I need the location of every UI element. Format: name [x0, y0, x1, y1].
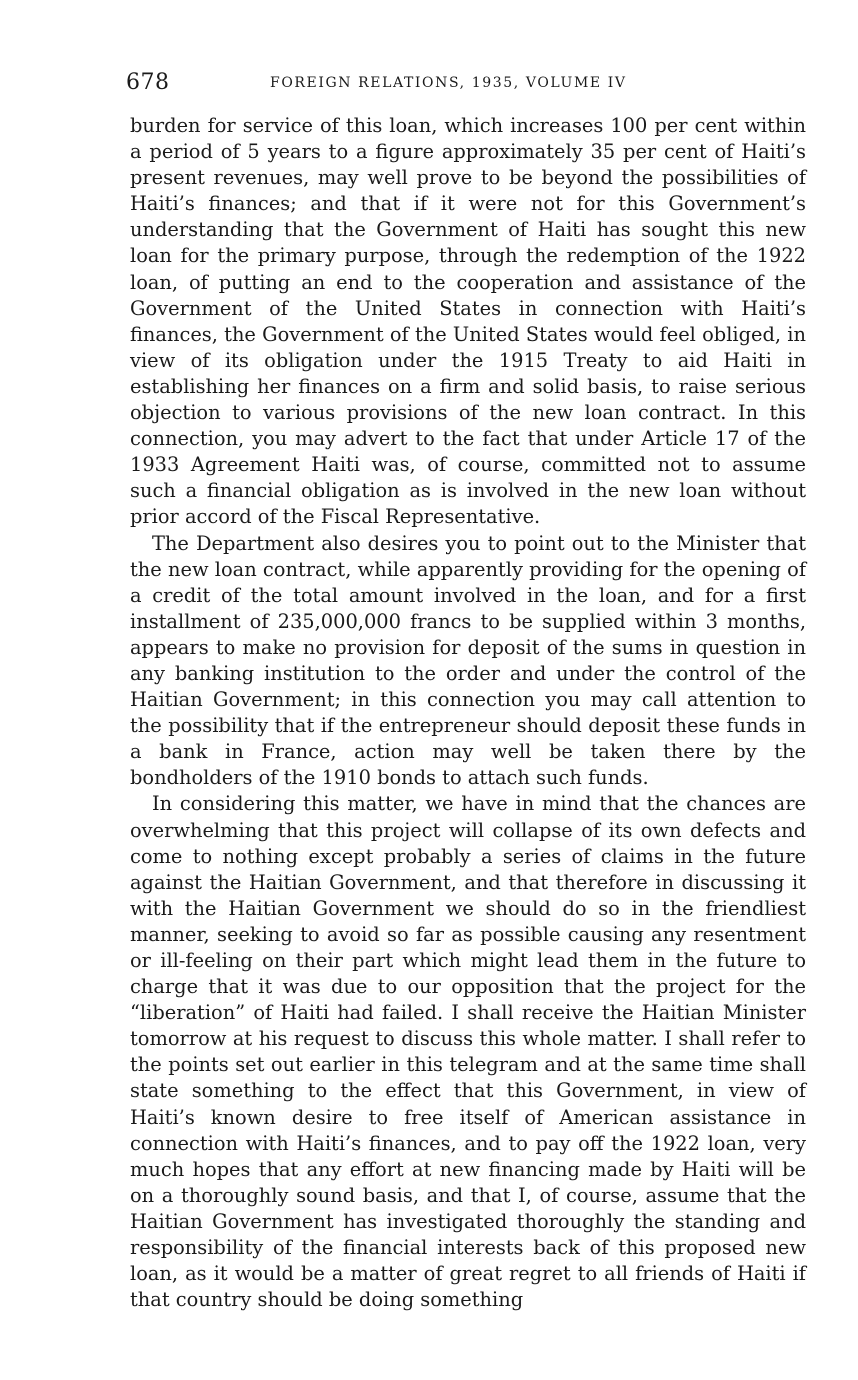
page-number: 678 [126, 70, 170, 95]
paragraph-continued: burden for service of this loan, which increases 100 per cent within a period of 5 years to a figure approximately 35 per cent of Haiti’s present revenues, may well prove to be beyond the possibilities of Haiti’s finances; and that if it were not for this Government’s understanding that the Government of Haiti has sought this new loan for the primary purpose, through the redemption of the 1922 loan, of putting an end to the cooperation and assistance of the Government of the United States in connection with Haiti’s finances, the Government of the United States would feel obliged, in view of its obligation under the 1915 Treaty to aid Haiti in establishing her finances on a firm and solid basis, to raise serious objection to various provisions of the new loan contract. In this connection, you may advert to the fact that under Article 17 of the 1933 Agreement Haiti was, of course, committed not to assume such a financial obligation as is involved in the new loan without prior accord of the Fiscal Representative. [130, 114, 806, 529]
paragraph: In considering this matter, we have in mind that the chances are overwhelming that this project will collapse of its own defects and come to nothing except probably a series of claims in the future against the Haitian Government, and that therefore in discussing it with the Haitian Government we should do so in the friendliest manner, seeking to avoid so far as possible causing any resentment or ill-feeling on their part which might lead them in the future to charge that it was due to our opposition that the project for the “liberation” of Haiti had failed. I shall receive the Haitian Minister tomorrow at his request to discuss this whole matter. I shall refer to the points set out earlier in this telegram and at the same time shall state something to the effect that this Government, in view of Haiti’s known desire to free itself of American assistance in connection with Haiti’s finances, and to pay off the 1922 loan, very much hopes that any effort at new financing made by Haiti will be on a thoroughly sound basis, and that I, of course, assume that the Haitian Government has investigated thoroughly the standing and responsibility of the financial interests back of this proposed new loan, as it would be a matter of great regret to all friends of Haiti if that country should be doing something [130, 792, 806, 1312]
paragraph: The Department also desires you to point out to the Minister that the new loan contract, while apparently providing for the opening of a credit of the total amount involved in the loan, and for a first installment of 235,000,000 francs to be supplied within 3 months, appears to make no provision for deposit of the sums in question in any banking institution to the order and under the control of the Haitian Government; in this connection you may call attention to the possibility that if the entrepreneur should deposit these funds in a bank in France, action may well be taken there by the bondholders of the 1910 bonds to attach such funds. [130, 531, 806, 790]
page-header [126, 70, 806, 100]
running-head: FOREIGN RELATIONS, 1935, VOLUME IV [270, 75, 627, 91]
body-text [130, 113, 806, 1313]
